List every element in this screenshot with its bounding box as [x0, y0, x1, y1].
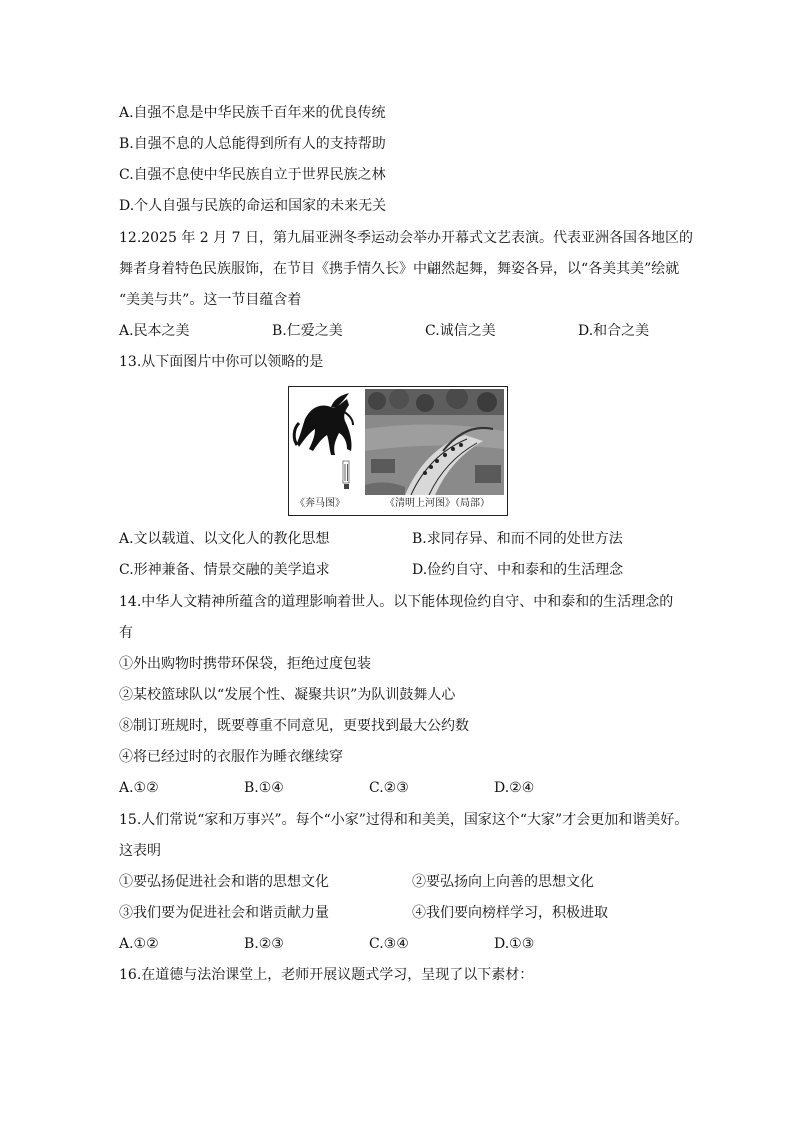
q15-stem-line-1: 15.人们常说“家和万事兴”。每个“小家”过得和和美美，国家这个“大家”才会更加和谐美好。: [119, 812, 689, 828]
q13-option-a: A.文以载道、以文化人的教化思想: [119, 531, 330, 547]
river-painting-caption: 《清明上河图》（局部）: [385, 498, 490, 509]
q11-option-a: A.自强不息是中华民族千百年来的优良传统: [119, 105, 386, 121]
q14-item-2: ②某校篮球队以“发展个性、凝聚共识”为队训鼓舞人心: [119, 687, 456, 703]
q14-option-c: C.②③: [369, 780, 409, 796]
q15-option-d: D.①③: [494, 936, 535, 952]
q15-stem-line-2: 这表明: [119, 843, 161, 859]
q12-option-a: A.民本之美: [119, 323, 190, 339]
q12-stem-line-3: “美美与共”。这一节目蕴含着: [119, 292, 302, 308]
qingming-river-painting: [365, 389, 504, 495]
q11-option-b: B.自强不息的人总能得到所有人的支持帮助: [119, 136, 386, 152]
q14-item-4: ④将已经过时的衣服作为睡衣继续穿: [119, 749, 343, 765]
q15-item-1: ①要弘扬促进社会和谐的思想文化: [119, 874, 329, 890]
q14-stem-line-1: 14.中华人文精神所蕴含的道理影响着世人。以下能体现俭约自守、中和泰和的生活理念的: [119, 594, 674, 610]
q14-item-3: ⑧制订班规时，既要尊重不同意见，更要找到最大公约数: [119, 718, 469, 734]
q14-option-a: A.①②: [119, 780, 159, 796]
q12-option-b: B.仁爱之美: [272, 323, 343, 339]
q15-item-4: ④我们要向榜样学习，积极进取: [412, 905, 608, 921]
q13-figure: [288, 386, 508, 516]
q12-option-d: D.和合之美: [578, 323, 650, 339]
q15-option-b: B.②③: [244, 936, 284, 952]
q12-stem-line-1: 12.2025 年 2 月 7 日，第九届亚洲冬季运动会举办开幕式文艺表演。代表亚洲各国各地区的: [119, 230, 693, 246]
galloping-horse-painting: [291, 389, 361, 495]
q15-option-c: C.③④: [369, 936, 409, 952]
q11-option-d: D.个人自强与民族的命运和国家的未来无关: [119, 198, 387, 214]
q12-stem-line-2: 舞者身着特色民族服饰，在节目《携手情久长》中翩然起舞，舞姿各异，以“各美其美”绘就: [119, 261, 680, 277]
q14-option-b: B.①④: [244, 780, 284, 796]
q14-item-1: ①外出购物时携带环保袋，拒绝过度包装: [119, 656, 371, 672]
q14-stem-line-2: 有: [119, 625, 133, 641]
q13-option-d: D.俭约自守、中和泰和的生活理念: [412, 562, 624, 578]
q14-option-d: D.②④: [494, 780, 535, 796]
q15-item-3: ③我们要为促进社会和谐贡献力量: [119, 905, 329, 921]
q12-option-c: C.诚信之美: [425, 323, 496, 339]
q13-option-b: B.求同存异、和而不同的处世方法: [412, 531, 623, 547]
q11-option-c: C.自强不息使中华民族自立于世界民族之林: [119, 167, 386, 183]
q13-stem: 13.从下面图片中你可以领略的是: [119, 354, 324, 370]
q15-item-2: ②要弘扬向上向善的思想文化: [412, 874, 594, 890]
q15-option-a: A.①②: [119, 936, 159, 952]
q13-option-c: C.形神兼备、情景交融的美学追求: [119, 562, 330, 578]
horse-painting-caption: 《奔马图》: [295, 498, 345, 509]
q16-stem: 16.在道德与法治课堂上，老师开展议题式学习，呈现了以下素材：: [119, 967, 534, 983]
